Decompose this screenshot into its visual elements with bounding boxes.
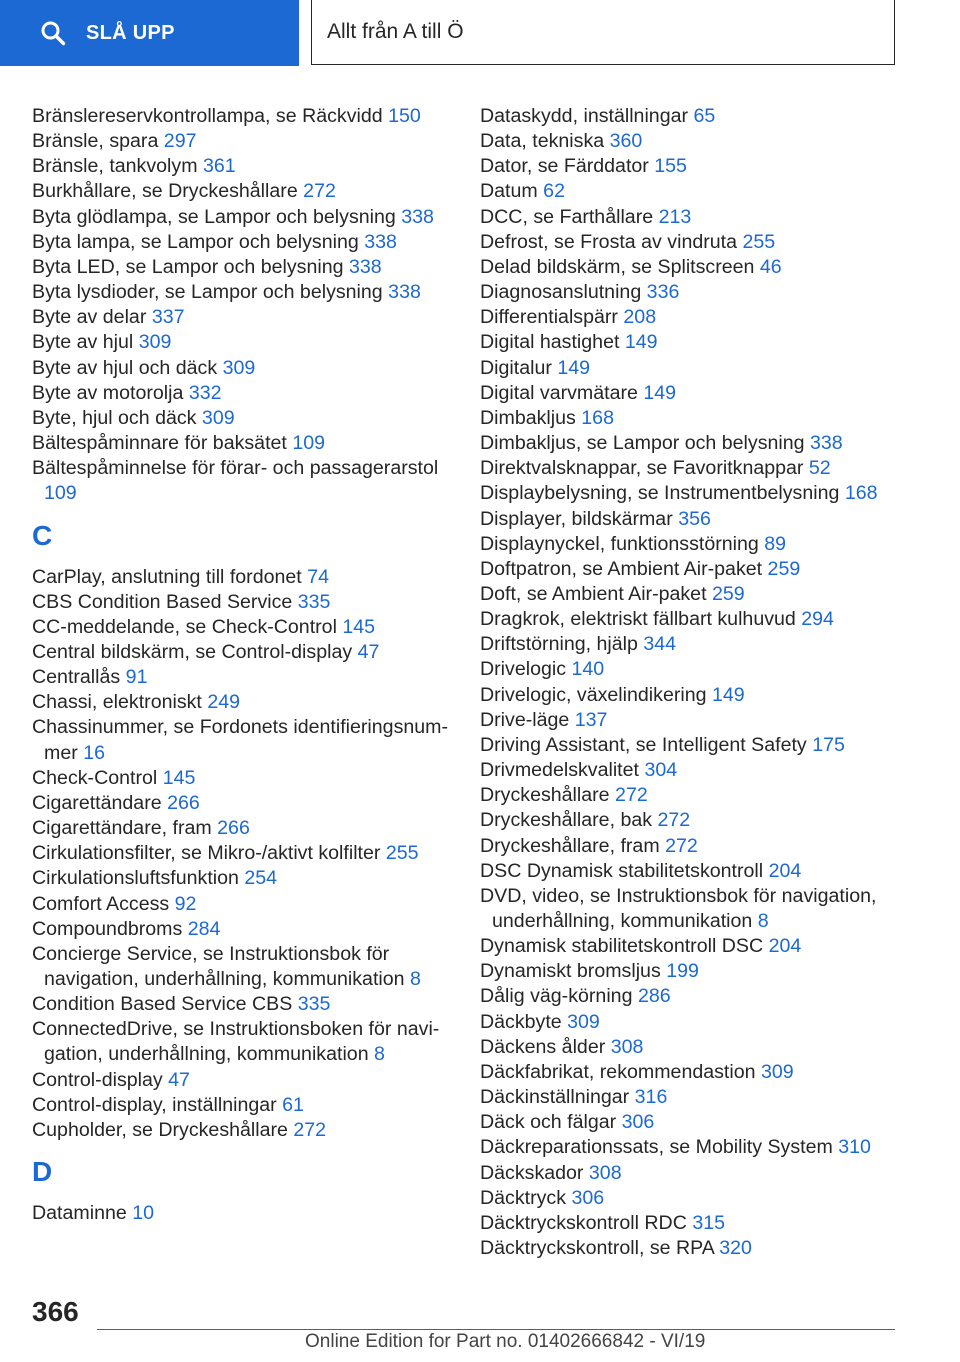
index-entry-text: Chassi, elektroniskt bbox=[32, 691, 202, 714]
index-entry-text: Däcktryckskontroll RDC bbox=[480, 1211, 687, 1234]
index-letter-heading: D bbox=[32, 1156, 53, 1188]
index-entry bbox=[480, 783, 910, 808]
index-entry bbox=[480, 129, 910, 154]
index-entry-text: Däckreparationssats, se Mobility System bbox=[480, 1136, 833, 1159]
index-entry bbox=[32, 766, 452, 791]
page-link[interactable]: 337 bbox=[151, 306, 185, 329]
index-entry bbox=[480, 607, 910, 632]
index-entry bbox=[32, 565, 452, 590]
index-entry bbox=[32, 179, 452, 204]
index-entry-text: Doft, se Ambient Air-paket bbox=[480, 582, 707, 605]
page-link[interactable]: 249 bbox=[207, 691, 241, 714]
page-link[interactable]: 10 bbox=[132, 1202, 155, 1225]
page-link[interactable]: 47 bbox=[168, 1068, 190, 1091]
index-entry-text: Byta glödlampa, se Lampor och belysning bbox=[32, 205, 396, 228]
page-link[interactable]: 297 bbox=[163, 130, 197, 153]
page-link[interactable]: 266 bbox=[217, 817, 250, 840]
index-entry-text: Dryckeshållare, fram bbox=[480, 834, 660, 857]
index-entry-text: Dålig väg-körning bbox=[480, 985, 633, 1008]
index-entry bbox=[32, 406, 452, 431]
index-entry-text: CBS Condition Based Service bbox=[32, 590, 293, 613]
page-link[interactable]: 47 bbox=[357, 640, 380, 663]
page-link[interactable]: 149 bbox=[643, 381, 677, 404]
page-link[interactable]: 338 bbox=[364, 230, 397, 253]
index-entry-text: Cigarettändare bbox=[32, 791, 162, 814]
page-link[interactable]: 149 bbox=[711, 683, 745, 706]
index-entry-text: Drive-läge bbox=[480, 708, 570, 731]
index-column-left bbox=[32, 104, 452, 1226]
index-entry bbox=[32, 330, 452, 355]
page-link[interactable]: 316 bbox=[634, 1086, 668, 1109]
page-link[interactable]: 149 bbox=[557, 356, 591, 379]
page-link[interactable]: 315 bbox=[692, 1211, 726, 1234]
page-link[interactable]: 259 bbox=[767, 557, 801, 580]
index-entry bbox=[480, 280, 910, 305]
page-link[interactable]: 320 bbox=[719, 1237, 752, 1260]
index-entry-text: Datum bbox=[480, 180, 538, 203]
index-entry-text: Doftpatron, se Ambient Air-paket bbox=[480, 557, 763, 580]
page-link[interactable]: 332 bbox=[188, 381, 222, 404]
index-entry bbox=[32, 665, 452, 690]
index-entry-text: DSC Dynamisk stabilitetskontroll bbox=[480, 859, 764, 882]
index-entry-text: Dimbakljus bbox=[480, 406, 576, 429]
index-entry-text: Dryckeshållare, bak bbox=[480, 809, 653, 832]
index-entry-text: Displaynyckel, funktionsstörning bbox=[480, 532, 759, 555]
index-entry bbox=[480, 406, 910, 431]
index-entry-text: Digital varvmätare bbox=[480, 381, 638, 404]
index-entry-text: Cupholder, se Dryckeshållare bbox=[32, 1118, 288, 1141]
index-entry bbox=[32, 917, 452, 942]
index-entry bbox=[32, 205, 452, 230]
page-link[interactable]: 46 bbox=[759, 255, 782, 278]
index-entry bbox=[480, 154, 910, 179]
page-link[interactable]: 306 bbox=[621, 1111, 655, 1134]
index-entry-text: Cirkulationsluftsfunktion bbox=[32, 867, 239, 890]
index-entry bbox=[480, 456, 910, 481]
index-entry-text: Byte av hjul bbox=[32, 331, 134, 354]
index-entry bbox=[480, 632, 910, 657]
index-entry bbox=[480, 834, 910, 859]
index-entry bbox=[480, 356, 910, 381]
index-entry bbox=[32, 305, 452, 330]
index-entry bbox=[32, 590, 452, 615]
page-link[interactable]: 168 bbox=[581, 406, 614, 429]
index-entry-text: Dataminne bbox=[32, 1202, 127, 1225]
index-entry bbox=[32, 615, 452, 640]
page-link[interactable]: 168 bbox=[844, 482, 878, 505]
index-entry bbox=[32, 1118, 452, 1143]
index-entry bbox=[480, 1085, 910, 1110]
index-entry bbox=[32, 892, 452, 917]
index-entry-text: Byta lampa, se Lampor och belysning bbox=[32, 230, 359, 253]
index-entry bbox=[480, 507, 910, 532]
index-entry bbox=[480, 683, 910, 708]
page-link[interactable]: 204 bbox=[768, 935, 802, 958]
index-entry bbox=[480, 1211, 910, 1236]
page-link[interactable]: 109 bbox=[292, 432, 326, 455]
page-link[interactable]: 254 bbox=[244, 867, 278, 890]
page-link[interactable]: 308 bbox=[610, 1035, 644, 1058]
page-link[interactable]: 360 bbox=[609, 130, 643, 153]
page-link[interactable]: 145 bbox=[342, 615, 376, 638]
page-link[interactable]: 336 bbox=[646, 281, 680, 304]
index-entry bbox=[32, 456, 452, 506]
index-entry-text: Defrost, se Frosta av vindruta bbox=[480, 230, 737, 253]
index-entry bbox=[32, 816, 452, 841]
page-link[interactable]: 356 bbox=[678, 507, 711, 530]
index-entry-text: Bältespåminnare för baksätet bbox=[32, 432, 287, 455]
page-link[interactable]: 309 bbox=[222, 356, 256, 379]
index-entry bbox=[480, 255, 910, 280]
page-link[interactable]: 175 bbox=[812, 733, 845, 756]
index-entry-text: Dynamiskt bromsljus bbox=[480, 960, 661, 983]
index-entry bbox=[480, 1236, 910, 1261]
index-entry-text: Compoundbroms bbox=[32, 917, 183, 940]
page-link[interactable]: 155 bbox=[654, 155, 687, 178]
index-entry-text: Dimbakljus, se Lampor och belysning bbox=[480, 432, 805, 455]
index-entry-text: DCC, se Farthållare bbox=[480, 205, 654, 228]
page-link[interactable]: 89 bbox=[764, 532, 787, 555]
index-entry-text: Displaybelysning, se Instrumentbelysning bbox=[480, 482, 840, 505]
page-link[interactable]: 338 bbox=[388, 281, 421, 304]
page-link[interactable]: 309 bbox=[567, 1010, 600, 1033]
page-link[interactable]: 344 bbox=[643, 633, 677, 656]
page-link[interactable]: 109 bbox=[44, 482, 77, 505]
index-entry bbox=[480, 1010, 910, 1035]
index-entry-text: ConnectedDrive, se Instruktionsboken för navigation, underhållning, kommunikation bbox=[32, 1018, 440, 1066]
page-link[interactable]: 309 bbox=[138, 331, 172, 354]
index-entry-text: Control-display, inställningar bbox=[32, 1093, 277, 1116]
page-link[interactable]: 149 bbox=[624, 331, 658, 354]
index-entry bbox=[32, 356, 452, 381]
index-entry-text: Drivelogic, växelindikering bbox=[480, 683, 707, 706]
index-entry-text: Däckskador bbox=[480, 1161, 584, 1184]
page-link[interactable]: 92 bbox=[174, 892, 197, 915]
page-link[interactable]: 272 bbox=[293, 1118, 327, 1141]
index-entry-text: Bältespåminnelse för förar- och passagerarstol bbox=[32, 457, 439, 480]
page-link[interactable]: 255 bbox=[742, 230, 776, 253]
index-entry-text: DVD, video, se Instruktionsbok för navigation, underhållning, kommunikation bbox=[480, 884, 877, 932]
search-icon bbox=[40, 20, 66, 46]
index-entry-text: Differentialspärr bbox=[480, 306, 618, 329]
index-entry bbox=[480, 708, 910, 733]
page-link[interactable]: 150 bbox=[388, 105, 421, 127]
page-link[interactable]: 310 bbox=[838, 1136, 871, 1159]
index-entry-text: Däcktryckskontroll, se RPA bbox=[480, 1237, 714, 1260]
index-entry bbox=[480, 884, 910, 934]
page-link[interactable]: 306 bbox=[571, 1186, 605, 1209]
index-column-right bbox=[480, 104, 910, 1261]
index-entry-text: Bränsle, spara bbox=[32, 130, 159, 153]
page-link[interactable]: 338 bbox=[348, 255, 382, 278]
index-entry-text: Däck och fälgar bbox=[480, 1111, 617, 1134]
page-number: 366 bbox=[32, 1296, 79, 1327]
index-entry bbox=[480, 205, 910, 230]
index-entry-text: Bränsle, tankvolym bbox=[32, 155, 198, 178]
index-entry-text: Däckfabrikat, rekommendastion bbox=[480, 1060, 756, 1083]
index-entry-text: Direktvalsknappar, se Favoritknappar bbox=[480, 457, 804, 480]
page-link[interactable]: 272 bbox=[665, 834, 698, 857]
page-link[interactable]: 16 bbox=[83, 741, 105, 764]
footer-edition-text: Online Edition for Part no. 01402666842 - VI/19 bbox=[305, 1331, 706, 1352]
page-link[interactable]: 266 bbox=[167, 791, 200, 814]
index-entry bbox=[480, 758, 910, 783]
index-entry bbox=[480, 1161, 910, 1186]
index-entry-text: Däckinställningar bbox=[480, 1086, 630, 1109]
index-entry bbox=[480, 1035, 910, 1060]
index-entry bbox=[480, 959, 910, 984]
index-entry-text: Dryckeshållare bbox=[480, 784, 610, 807]
index-entry-text: Dataskydd, inställningar bbox=[480, 105, 689, 127]
index-entry-text: Däckens ålder bbox=[480, 1035, 606, 1058]
index-entry-text: Burkhållare, se Dryckeshållare bbox=[32, 180, 298, 203]
index-entry bbox=[480, 1110, 910, 1135]
page-link[interactable]: 335 bbox=[297, 993, 331, 1016]
page-link[interactable]: 8 bbox=[374, 1043, 385, 1066]
index-entry bbox=[480, 1135, 910, 1160]
page-link[interactable]: 204 bbox=[768, 859, 802, 882]
index-entry-text: Bränslereservkontrollampa, se Räckvidd bbox=[32, 105, 383, 127]
index-entry bbox=[32, 640, 452, 665]
index-entry bbox=[480, 1186, 910, 1211]
page-link[interactable]: 308 bbox=[588, 1161, 622, 1184]
index-entry bbox=[480, 808, 910, 833]
index-entry bbox=[480, 305, 910, 330]
index-entry-text: Däckbyte bbox=[480, 1010, 562, 1033]
index-entry bbox=[32, 715, 452, 765]
index-entry bbox=[32, 230, 452, 255]
page-link[interactable]: 62 bbox=[543, 180, 565, 203]
index-entry bbox=[480, 431, 910, 456]
index-entry bbox=[32, 381, 452, 406]
index-entry-text: Drivelogic bbox=[480, 658, 567, 681]
search-label: SLÅ UPP bbox=[86, 21, 175, 44]
index-entry bbox=[480, 330, 910, 355]
index-entry-text: Dator, se Färddator bbox=[480, 155, 649, 178]
page-link[interactable]: 145 bbox=[162, 766, 196, 789]
page-link[interactable]: 272 bbox=[657, 809, 691, 832]
index-entry bbox=[32, 1017, 452, 1067]
index-entry bbox=[32, 1068, 452, 1093]
page-link[interactable]: 74 bbox=[307, 565, 329, 588]
index-entry-text: Driving Assistant, se Intelligent Safety bbox=[480, 733, 807, 756]
index-entry-text: Byte, hjul och däck bbox=[32, 406, 197, 429]
index-entry-text: Driftstörning, hjälp bbox=[480, 633, 638, 656]
page-link[interactable]: 284 bbox=[187, 917, 221, 940]
index-entry bbox=[32, 866, 452, 891]
page-link[interactable]: 52 bbox=[808, 457, 831, 480]
index-entry bbox=[32, 431, 452, 456]
page-link[interactable]: 65 bbox=[693, 105, 716, 127]
index-entry-text: Control-display bbox=[32, 1068, 163, 1091]
index-entry-text: Byte av hjul och däck bbox=[32, 356, 218, 379]
index-entry bbox=[480, 733, 910, 758]
index-entry-text: Dragkrok, elektriskt fällbart kulhuvud bbox=[480, 608, 796, 631]
index-entry-text: Displayer, bildskärmar bbox=[480, 507, 673, 530]
index-entry-text: Däcktryck bbox=[480, 1186, 567, 1209]
index-entry bbox=[32, 1201, 452, 1226]
index-entry-text: Cigarettändare, fram bbox=[32, 817, 212, 840]
index-entry-text: Diagnosanslutning bbox=[480, 281, 642, 304]
index-entry bbox=[32, 1093, 452, 1118]
index-entry-text: Chassinummer, se Fordonets identifieringsnummer bbox=[32, 716, 449, 764]
index-entry bbox=[480, 179, 910, 204]
index-entry-text: Byte av delar bbox=[32, 306, 147, 329]
index-entry bbox=[32, 942, 452, 992]
index-entry-text: Byta lysdioder, se Lampor och belysning bbox=[32, 281, 383, 304]
page-link[interactable]: 259 bbox=[711, 582, 745, 605]
section-title-box bbox=[311, 0, 895, 65]
index-entry bbox=[32, 280, 452, 305]
page-link[interactable]: 61 bbox=[282, 1093, 304, 1116]
section-title: Allt från A till Ö bbox=[327, 20, 464, 43]
page-link[interactable]: 272 bbox=[303, 180, 336, 203]
index-entry bbox=[32, 129, 452, 154]
index-entry bbox=[32, 992, 452, 1017]
index-entry bbox=[480, 230, 910, 255]
page-link[interactable]: 8 bbox=[410, 968, 421, 990]
page-link[interactable]: 8 bbox=[757, 910, 769, 932]
page-link[interactable]: 304 bbox=[644, 759, 678, 782]
page-link[interactable]: 137 bbox=[574, 708, 608, 731]
page-link[interactable]: 213 bbox=[658, 205, 692, 228]
search-button[interactable] bbox=[0, 0, 299, 66]
index-entry bbox=[32, 841, 452, 866]
index-entry-text: Condition Based Service CBS bbox=[32, 993, 293, 1016]
index-entry-text: Centrallås bbox=[32, 666, 121, 689]
index-entry-text: Comfort Access bbox=[32, 892, 170, 915]
index-entry-text: CC-meddelande, se Check-Control bbox=[32, 615, 337, 638]
index-entry bbox=[480, 934, 910, 959]
index-entry-text: Central bildskärm, se Control-display bbox=[32, 640, 353, 663]
page-link[interactable]: 361 bbox=[202, 155, 236, 178]
page-link[interactable]: 272 bbox=[615, 784, 648, 807]
page-link[interactable]: 294 bbox=[801, 608, 834, 631]
index-entry bbox=[480, 481, 910, 506]
page-link[interactable]: 199 bbox=[666, 960, 699, 983]
page-link[interactable]: 338 bbox=[401, 205, 434, 228]
index-entry bbox=[32, 104, 452, 129]
page-link[interactable]: 91 bbox=[125, 666, 148, 689]
index-entry-text: Drivmedelskvalitet bbox=[480, 759, 639, 782]
page-link[interactable]: 208 bbox=[623, 306, 657, 329]
index-entry bbox=[480, 657, 910, 682]
index-entry bbox=[480, 1060, 910, 1085]
page-link[interactable]: 140 bbox=[571, 658, 605, 681]
index-entry-text: Data, tekniska bbox=[480, 130, 605, 153]
index-entry bbox=[32, 690, 452, 715]
index-entry bbox=[480, 984, 910, 1009]
page-link[interactable]: 309 bbox=[201, 406, 235, 429]
index-entry bbox=[32, 791, 452, 816]
index-entry bbox=[480, 557, 910, 582]
index-entry-text: Delad bildskärm, se Splitscreen bbox=[480, 255, 755, 278]
index-entry-text: CarPlay, anslutning till fordonet bbox=[32, 565, 302, 588]
index-entry bbox=[480, 104, 910, 129]
index-entry-text: Digital hastighet bbox=[480, 331, 620, 354]
index-entry-text: Byta LED, se Lampor och belysning bbox=[32, 255, 344, 278]
index-entry bbox=[480, 582, 910, 607]
index-entry-text: Cirkulationsfilter, se Mikro-/aktivt kolfilter bbox=[32, 842, 381, 865]
footer-divider bbox=[97, 1329, 895, 1330]
index-entry bbox=[480, 859, 910, 884]
page-link[interactable]: 338 bbox=[810, 432, 843, 455]
page-link[interactable]: 255 bbox=[385, 842, 419, 865]
index-entry bbox=[480, 532, 910, 557]
index-entry-text: Check-Control bbox=[32, 766, 158, 789]
index-entry bbox=[32, 255, 452, 280]
index-entry bbox=[480, 381, 910, 406]
index-letter-heading: C bbox=[32, 519, 53, 551]
index-entry-text: Digitalur bbox=[480, 356, 552, 379]
page-link[interactable]: 335 bbox=[297, 590, 331, 613]
index-entry-text: Concierge Service, se Instruktionsbok för navigation, underhållning, kommunikation bbox=[32, 942, 405, 990]
page-link[interactable]: 309 bbox=[760, 1060, 794, 1083]
index-entry bbox=[32, 154, 452, 179]
page-link[interactable]: 286 bbox=[637, 985, 671, 1008]
index-entry-text: Byte av motorolja bbox=[32, 381, 184, 404]
index-entry-text: Dynamisk stabilitetskontroll DSC bbox=[480, 935, 764, 958]
